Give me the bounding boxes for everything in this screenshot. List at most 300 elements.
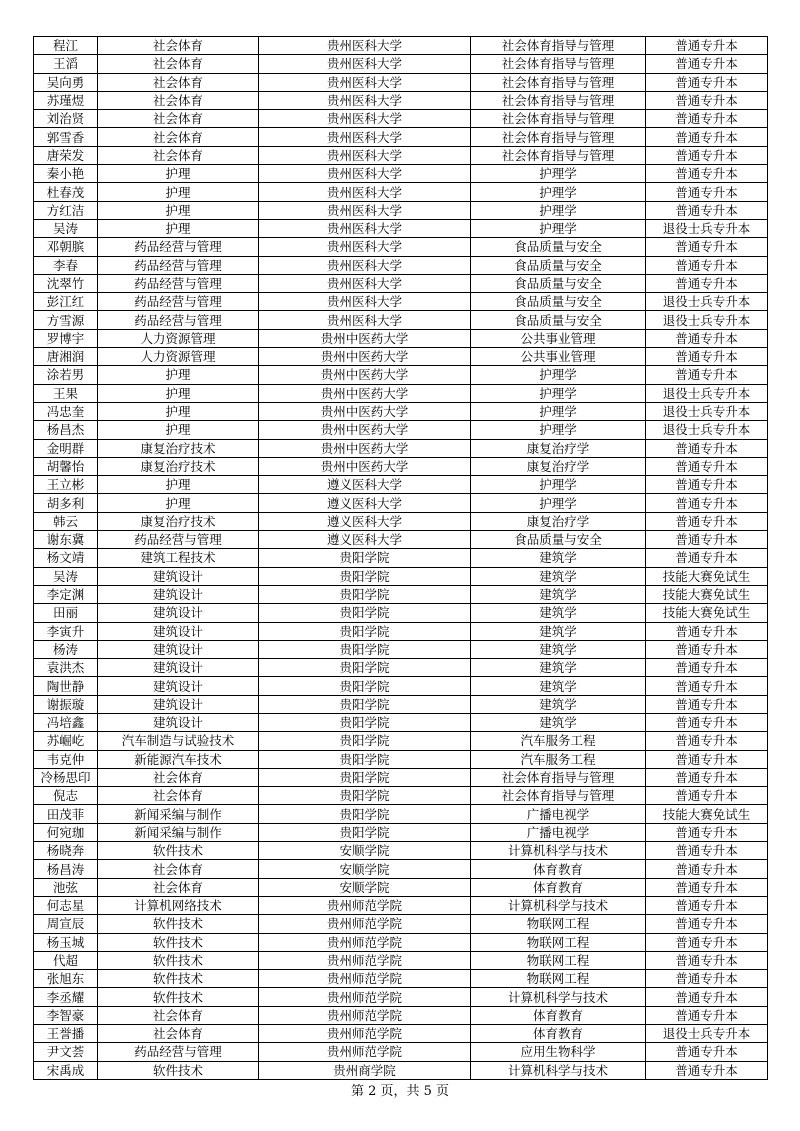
target-major-cell: 社会体育指导与管理 <box>471 128 646 146</box>
admission-type-cell: 普通专升本 <box>646 165 768 183</box>
college-major-cell: 新闻采编与制作 <box>98 805 259 823</box>
student-name-cell: 方雪源 <box>34 311 98 329</box>
table-row <box>34 37 768 55</box>
university-cell: 贵州中医药大学 <box>259 457 471 475</box>
university-cell: 贵州师范学院 <box>259 896 471 914</box>
college-major-cell: 护理 <box>98 494 259 512</box>
college-major-cell: 软件技术 <box>98 842 259 860</box>
table-row <box>34 567 768 585</box>
university-cell: 贵阳学院 <box>259 549 471 567</box>
target-major-cell: 体育教育 <box>471 878 646 896</box>
student-name-cell: 田丽 <box>34 604 98 622</box>
admission-type-cell: 普通专升本 <box>646 915 768 933</box>
student-name-cell: 郭雪香 <box>34 128 98 146</box>
admission-type-cell: 普通专升本 <box>646 238 768 256</box>
admission-type-cell: 普通专升本 <box>646 860 768 878</box>
college-major-cell: 计算机网络技术 <box>98 896 259 914</box>
admission-type-cell: 普通专升本 <box>646 1061 768 1079</box>
college-major-cell: 药品经营与管理 <box>98 256 259 274</box>
table-row <box>34 73 768 91</box>
target-major-cell: 康复治疗学 <box>471 439 646 457</box>
university-cell: 贵阳学院 <box>259 695 471 713</box>
admission-type-cell: 普通专升本 <box>646 970 768 988</box>
college-major-cell: 人力资源管理 <box>98 329 259 347</box>
admission-type-cell: 退役士兵专升本 <box>646 1025 768 1043</box>
college-major-cell: 建筑设计 <box>98 659 259 677</box>
university-cell: 贵阳学院 <box>259 768 471 786</box>
admission-type-cell: 普通专升本 <box>646 951 768 969</box>
student-name-cell: 王誉播 <box>34 1025 98 1043</box>
target-major-cell: 社会体育指导与管理 <box>471 787 646 805</box>
student-name-cell: 韩云 <box>34 512 98 530</box>
table-row <box>34 457 768 475</box>
student-name-cell: 陶世静 <box>34 677 98 695</box>
target-major-cell: 建筑学 <box>471 604 646 622</box>
table-row <box>34 512 768 530</box>
college-major-cell: 药品经营与管理 <box>98 293 259 311</box>
table-row <box>34 165 768 183</box>
student-name-cell: 杨文靖 <box>34 549 98 567</box>
college-major-cell: 康复治疗技术 <box>98 439 259 457</box>
student-name-cell: 代超 <box>34 951 98 969</box>
target-major-cell: 计算机科学与技术 <box>471 988 646 1006</box>
student-name-cell: 宋禹成 <box>34 1061 98 1079</box>
college-major-cell: 康复治疗技术 <box>98 512 259 530</box>
table-row <box>34 293 768 311</box>
university-cell: 遵义医科大学 <box>259 476 471 494</box>
college-major-cell: 软件技术 <box>98 933 259 951</box>
college-major-cell: 社会体育 <box>98 55 259 73</box>
student-name-cell: 袁洪杰 <box>34 659 98 677</box>
admission-type-cell: 普通专升本 <box>646 476 768 494</box>
student-name-cell: 谢东冀 <box>34 531 98 549</box>
student-name-cell: 金明群 <box>34 439 98 457</box>
college-major-cell: 社会体育 <box>98 128 259 146</box>
college-major-cell: 护理 <box>98 165 259 183</box>
target-major-cell: 广播电视学 <box>471 823 646 841</box>
university-cell: 贵州师范学院 <box>259 1025 471 1043</box>
university-cell: 贵州中医药大学 <box>259 421 471 439</box>
table-row <box>34 659 768 677</box>
table-row <box>34 1061 768 1079</box>
target-major-cell: 建筑学 <box>471 549 646 567</box>
university-cell: 贵州医科大学 <box>259 256 471 274</box>
admission-table <box>33 36 768 1080</box>
college-major-cell: 建筑设计 <box>98 622 259 640</box>
admission-type-cell: 普通专升本 <box>646 750 768 768</box>
target-major-cell: 护理学 <box>471 421 646 439</box>
university-cell: 贵州医科大学 <box>259 293 471 311</box>
student-name-cell: 杨昌涛 <box>34 860 98 878</box>
target-major-cell: 建筑学 <box>471 567 646 585</box>
student-name-cell: 杨涛 <box>34 640 98 658</box>
college-major-cell: 软件技术 <box>98 970 259 988</box>
student-name-cell: 杜春茂 <box>34 183 98 201</box>
table-row <box>34 329 768 347</box>
student-name-cell: 苏瑾煜 <box>34 91 98 109</box>
admission-type-cell: 普通专升本 <box>646 713 768 731</box>
college-major-cell: 药品经营与管理 <box>98 238 259 256</box>
university-cell: 贵州师范学院 <box>259 1043 471 1061</box>
table-row <box>34 439 768 457</box>
admission-type-cell: 普通专升本 <box>646 1006 768 1024</box>
table-row <box>34 494 768 512</box>
student-name-cell: 唐湘润 <box>34 348 98 366</box>
university-cell: 贵州医科大学 <box>259 165 471 183</box>
admission-type-cell: 普通专升本 <box>646 274 768 292</box>
target-major-cell: 物联网工程 <box>471 970 646 988</box>
student-name-cell: 吴涛 <box>34 567 98 585</box>
university-cell: 安顺学院 <box>259 860 471 878</box>
target-major-cell: 社会体育指导与管理 <box>471 37 646 55</box>
university-cell: 贵州师范学院 <box>259 970 471 988</box>
college-major-cell: 人力资源管理 <box>98 348 259 366</box>
table-row <box>34 1006 768 1024</box>
table-row <box>34 860 768 878</box>
university-cell: 贵州医科大学 <box>259 146 471 164</box>
admission-type-cell: 普通专升本 <box>646 439 768 457</box>
admission-type-cell: 普通专升本 <box>646 128 768 146</box>
table-row <box>34 768 768 786</box>
admission-type-cell: 普通专升本 <box>646 110 768 128</box>
target-major-cell: 建筑学 <box>471 640 646 658</box>
table-row <box>34 146 768 164</box>
student-name-cell: 谢振璇 <box>34 695 98 713</box>
student-name-cell: 李智豪 <box>34 1006 98 1024</box>
student-name-cell: 冯忠奎 <box>34 402 98 420</box>
target-major-cell: 食品质量与安全 <box>471 238 646 256</box>
college-major-cell: 社会体育 <box>98 860 259 878</box>
student-name-cell: 彭江红 <box>34 293 98 311</box>
target-major-cell: 计算机科学与技术 <box>471 1061 646 1079</box>
student-name-cell: 吴涛 <box>34 219 98 237</box>
university-cell: 贵州师范学院 <box>259 988 471 1006</box>
admission-type-cell: 普通专升本 <box>646 896 768 914</box>
university-cell: 贵阳学院 <box>259 659 471 677</box>
student-name-cell: 冷杨思印 <box>34 768 98 786</box>
student-name-cell: 田茂菲 <box>34 805 98 823</box>
university-cell: 贵州医科大学 <box>259 219 471 237</box>
university-cell: 贵州中医药大学 <box>259 329 471 347</box>
university-cell: 遵义医科大学 <box>259 531 471 549</box>
admission-type-cell: 普通专升本 <box>646 695 768 713</box>
admission-type-cell: 退役士兵专升本 <box>646 421 768 439</box>
university-cell: 贵州医科大学 <box>259 201 471 219</box>
admission-type-cell: 技能大赛免试生 <box>646 585 768 603</box>
university-cell: 贵阳学院 <box>259 567 471 585</box>
college-major-cell: 护理 <box>98 219 259 237</box>
admission-type-cell: 普通专升本 <box>646 512 768 530</box>
table-row <box>34 750 768 768</box>
student-name-cell: 李丞耀 <box>34 988 98 1006</box>
table-row <box>34 183 768 201</box>
admission-type-cell: 普通专升本 <box>646 988 768 1006</box>
university-cell: 遵义医科大学 <box>259 494 471 512</box>
university-cell: 贵州中医药大学 <box>259 439 471 457</box>
college-major-cell: 建筑设计 <box>98 604 259 622</box>
university-cell: 贵州医科大学 <box>259 37 471 55</box>
college-major-cell: 药品经营与管理 <box>98 531 259 549</box>
admission-type-cell: 普通专升本 <box>646 842 768 860</box>
table-row <box>34 201 768 219</box>
college-major-cell: 社会体育 <box>98 110 259 128</box>
admission-type-cell: 普通专升本 <box>646 256 768 274</box>
target-major-cell: 公共事业管理 <box>471 348 646 366</box>
target-major-cell: 康复治疗学 <box>471 457 646 475</box>
target-major-cell: 建筑学 <box>471 695 646 713</box>
admission-type-cell: 普通专升本 <box>646 659 768 677</box>
table-row <box>34 713 768 731</box>
admission-type-cell: 退役士兵专升本 <box>646 219 768 237</box>
table-row <box>34 256 768 274</box>
student-name-cell: 池弦 <box>34 878 98 896</box>
target-major-cell: 护理学 <box>471 476 646 494</box>
table-row <box>34 384 768 402</box>
target-major-cell: 物联网工程 <box>471 951 646 969</box>
student-name-cell: 王立彬 <box>34 476 98 494</box>
student-name-cell: 沈翠竹 <box>34 274 98 292</box>
table-row <box>34 915 768 933</box>
admission-type-cell: 退役士兵专升本 <box>646 311 768 329</box>
student-name-cell: 胡馨怡 <box>34 457 98 475</box>
college-major-cell: 社会体育 <box>98 768 259 786</box>
university-cell: 遵义医科大学 <box>259 512 471 530</box>
college-major-cell: 药品经营与管理 <box>98 274 259 292</box>
target-major-cell: 物联网工程 <box>471 915 646 933</box>
student-name-cell: 邓朝膑 <box>34 238 98 256</box>
target-major-cell: 护理学 <box>471 494 646 512</box>
table-row <box>34 549 768 567</box>
college-major-cell: 护理 <box>98 366 259 384</box>
student-name-cell: 周宣辰 <box>34 915 98 933</box>
admission-type-cell: 技能大赛免试生 <box>646 567 768 585</box>
student-name-cell: 冯培鑫 <box>34 713 98 731</box>
admission-type-cell: 普通专升本 <box>646 549 768 567</box>
table-row <box>34 585 768 603</box>
university-cell: 贵阳学院 <box>259 805 471 823</box>
university-cell: 贵州医科大学 <box>259 91 471 109</box>
target-major-cell: 食品质量与安全 <box>471 274 646 292</box>
target-major-cell: 食品质量与安全 <box>471 531 646 549</box>
table-row <box>34 842 768 860</box>
target-major-cell: 护理学 <box>471 201 646 219</box>
target-major-cell: 建筑学 <box>471 659 646 677</box>
table-row <box>34 878 768 896</box>
university-cell: 贵州医科大学 <box>259 274 471 292</box>
college-major-cell: 社会体育 <box>98 878 259 896</box>
student-name-cell: 王果 <box>34 384 98 402</box>
admission-type-cell: 普通专升本 <box>646 37 768 55</box>
college-major-cell: 康复治疗技术 <box>98 457 259 475</box>
admission-type-cell: 普通专升本 <box>646 732 768 750</box>
university-cell: 贵阳学院 <box>259 585 471 603</box>
target-major-cell: 体育教育 <box>471 1006 646 1024</box>
student-name-cell: 刘治贤 <box>34 110 98 128</box>
college-major-cell: 软件技术 <box>98 951 259 969</box>
university-cell: 贵州中医药大学 <box>259 384 471 402</box>
college-major-cell: 汽车制造与试验技术 <box>98 732 259 750</box>
target-major-cell: 社会体育指导与管理 <box>471 73 646 91</box>
student-name-cell: 秦小艳 <box>34 165 98 183</box>
table-row <box>34 128 768 146</box>
target-major-cell: 广播电视学 <box>471 805 646 823</box>
college-major-cell: 建筑设计 <box>98 567 259 585</box>
target-major-cell: 社会体育指导与管理 <box>471 768 646 786</box>
target-major-cell: 社会体育指导与管理 <box>471 146 646 164</box>
university-cell: 贵州商学院 <box>259 1061 471 1079</box>
admission-type-cell: 普通专升本 <box>646 1043 768 1061</box>
table-row <box>34 805 768 823</box>
target-major-cell: 体育教育 <box>471 1025 646 1043</box>
admission-type-cell: 普通专升本 <box>646 677 768 695</box>
college-major-cell: 护理 <box>98 183 259 201</box>
college-major-cell: 软件技术 <box>98 988 259 1006</box>
university-cell: 贵阳学院 <box>259 677 471 695</box>
table-row <box>34 311 768 329</box>
student-name-cell: 王滔 <box>34 55 98 73</box>
college-major-cell: 社会体育 <box>98 91 259 109</box>
university-cell: 贵阳学院 <box>259 622 471 640</box>
target-major-cell: 护理学 <box>471 384 646 402</box>
student-name-cell: 韦克仲 <box>34 750 98 768</box>
student-name-cell: 唐荣发 <box>34 146 98 164</box>
college-major-cell: 建筑设计 <box>98 640 259 658</box>
student-name-cell: 程江 <box>34 37 98 55</box>
admission-type-cell: 普通专升本 <box>646 823 768 841</box>
college-major-cell: 软件技术 <box>98 915 259 933</box>
college-major-cell: 药品经营与管理 <box>98 1043 259 1061</box>
university-cell: 贵州中医药大学 <box>259 366 471 384</box>
admission-type-cell: 普通专升本 <box>646 622 768 640</box>
university-cell: 贵州师范学院 <box>259 915 471 933</box>
college-major-cell: 建筑设计 <box>98 695 259 713</box>
university-cell: 贵州师范学院 <box>259 951 471 969</box>
college-major-cell: 建筑工程技术 <box>98 549 259 567</box>
college-major-cell: 新闻采编与制作 <box>98 823 259 841</box>
admission-type-cell: 普通专升本 <box>646 768 768 786</box>
university-cell: 贵阳学院 <box>259 823 471 841</box>
table-row <box>34 402 768 420</box>
table-row <box>34 933 768 951</box>
table-row <box>34 274 768 292</box>
university-cell: 贵州师范学院 <box>259 933 471 951</box>
university-cell: 贵州医科大学 <box>259 110 471 128</box>
university-cell: 安顺学院 <box>259 878 471 896</box>
target-major-cell: 建筑学 <box>471 585 646 603</box>
target-major-cell: 计算机科学与技术 <box>471 896 646 914</box>
university-cell: 贵州中医药大学 <box>259 402 471 420</box>
target-major-cell: 食品质量与安全 <box>471 293 646 311</box>
admission-type-cell: 普通专升本 <box>646 640 768 658</box>
target-major-cell: 护理学 <box>471 165 646 183</box>
target-major-cell: 汽车服务工程 <box>471 750 646 768</box>
target-major-cell: 社会体育指导与管理 <box>471 110 646 128</box>
table-row <box>34 366 768 384</box>
college-major-cell: 护理 <box>98 201 259 219</box>
target-major-cell: 护理学 <box>471 183 646 201</box>
admission-type-cell: 普通专升本 <box>646 146 768 164</box>
target-major-cell: 建筑学 <box>471 713 646 731</box>
college-major-cell: 社会体育 <box>98 73 259 91</box>
admission-type-cell: 普通专升本 <box>646 55 768 73</box>
admission-type-cell: 普通专升本 <box>646 787 768 805</box>
university-cell: 贵阳学院 <box>259 732 471 750</box>
college-major-cell: 社会体育 <box>98 1006 259 1024</box>
table-row <box>34 476 768 494</box>
university-cell: 贵阳学院 <box>259 750 471 768</box>
table-row <box>34 896 768 914</box>
student-name-cell: 倪志 <box>34 787 98 805</box>
college-major-cell: 社会体育 <box>98 787 259 805</box>
university-cell: 贵州医科大学 <box>259 55 471 73</box>
target-major-cell: 建筑学 <box>471 677 646 695</box>
student-name-cell: 罗博宇 <box>34 329 98 347</box>
target-major-cell: 社会体育指导与管理 <box>471 91 646 109</box>
university-cell: 贵州中医药大学 <box>259 348 471 366</box>
table-row <box>34 55 768 73</box>
university-cell: 贵州医科大学 <box>259 183 471 201</box>
target-major-cell: 建筑学 <box>471 622 646 640</box>
admission-type-cell: 普通专升本 <box>646 329 768 347</box>
student-name-cell: 吴向勇 <box>34 73 98 91</box>
college-major-cell: 药品经营与管理 <box>98 311 259 329</box>
student-name-cell: 胡多利 <box>34 494 98 512</box>
college-major-cell: 护理 <box>98 384 259 402</box>
college-major-cell: 社会体育 <box>98 37 259 55</box>
college-major-cell: 护理 <box>98 476 259 494</box>
student-name-cell: 涂若男 <box>34 366 98 384</box>
university-cell: 贵阳学院 <box>259 640 471 658</box>
student-name-cell: 杨昌杰 <box>34 421 98 439</box>
target-major-cell: 食品质量与安全 <box>471 256 646 274</box>
table-row <box>34 219 768 237</box>
table-row <box>34 238 768 256</box>
table-row <box>34 787 768 805</box>
college-major-cell: 新能源汽车技术 <box>98 750 259 768</box>
student-name-cell: 杨玉城 <box>34 933 98 951</box>
college-major-cell: 社会体育 <box>98 146 259 164</box>
table-row <box>34 951 768 969</box>
target-major-cell: 康复治疗学 <box>471 512 646 530</box>
student-name-cell: 李定渊 <box>34 585 98 603</box>
table-row <box>34 91 768 109</box>
table-row <box>34 110 768 128</box>
student-name-cell: 杨晓奔 <box>34 842 98 860</box>
college-major-cell: 软件技术 <box>98 1061 259 1079</box>
table-row <box>34 421 768 439</box>
admission-type-cell: 技能大赛免试生 <box>646 604 768 622</box>
target-major-cell: 护理学 <box>471 402 646 420</box>
student-name-cell: 李寅升 <box>34 622 98 640</box>
university-cell: 贵州医科大学 <box>259 128 471 146</box>
admission-type-cell: 普通专升本 <box>646 201 768 219</box>
target-major-cell: 社会体育指导与管理 <box>471 55 646 73</box>
admission-table-body <box>34 37 768 1080</box>
admission-type-cell: 普通专升本 <box>646 366 768 384</box>
table-row <box>34 348 768 366</box>
university-cell: 贵阳学院 <box>259 604 471 622</box>
table-row <box>34 732 768 750</box>
table-row <box>34 531 768 549</box>
table-row <box>34 640 768 658</box>
university-cell: 贵州师范学院 <box>259 1006 471 1024</box>
target-major-cell: 护理学 <box>471 366 646 384</box>
target-major-cell: 护理学 <box>471 219 646 237</box>
admission-type-cell: 普通专升本 <box>646 73 768 91</box>
admission-type-cell: 普通专升本 <box>646 933 768 951</box>
admission-type-cell: 普通专升本 <box>646 348 768 366</box>
student-name-cell: 李春 <box>34 256 98 274</box>
